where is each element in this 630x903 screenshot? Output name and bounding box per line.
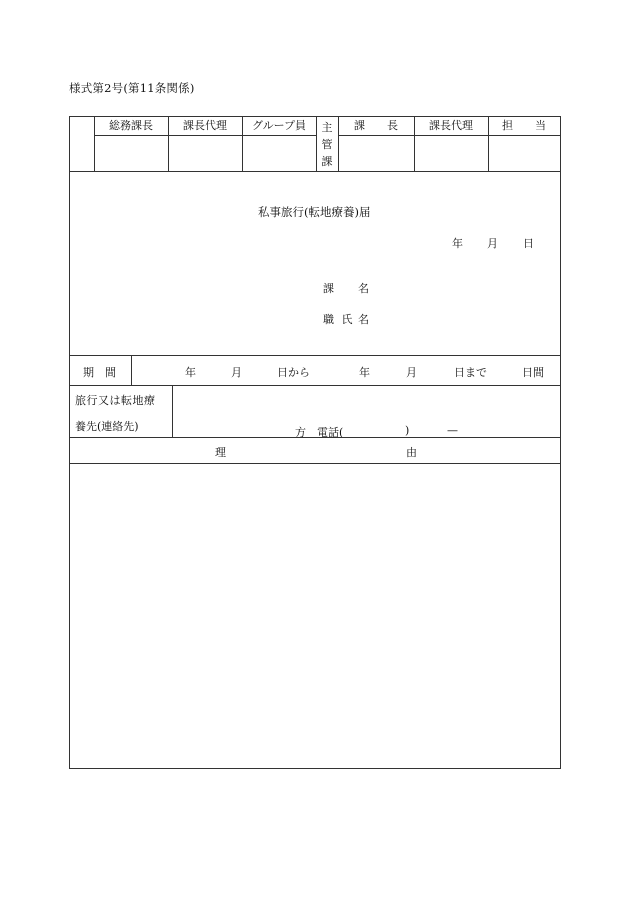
stamp-box-general-affairs-chief[interactable] xyxy=(95,136,167,171)
period-to-year: 年 xyxy=(359,366,370,379)
section-label: 課 xyxy=(323,282,334,295)
form-number: 様式第2号(第11条関係) xyxy=(69,81,195,95)
phone-close-paren: ) xyxy=(405,424,410,437)
header-general-affairs-chief: 総務課長 xyxy=(109,119,153,132)
form-title: 私事旅行(転地療養)届 xyxy=(258,205,371,219)
managing-section-label: 主 管 課 xyxy=(321,121,333,168)
approval-grid xyxy=(69,116,561,172)
form-body xyxy=(69,172,561,769)
reason-text-area[interactable] xyxy=(71,464,559,766)
period-from-day: 日から xyxy=(277,366,310,379)
destination-label-line1: 旅行又は転地療 xyxy=(75,394,156,407)
period-to-month: 月 xyxy=(406,366,417,379)
date-month-label: 月 xyxy=(487,237,498,250)
period-label: 期 間 xyxy=(83,366,116,379)
stamp-box-group-member[interactable] xyxy=(243,136,315,171)
period-days: 日間 xyxy=(522,366,544,379)
header-person-in-charge: 担 当 xyxy=(502,119,546,132)
header-section-chief: 課 長 xyxy=(354,119,398,132)
reason-label-left: 理 xyxy=(215,446,226,459)
destination-label-line2: 養先(連絡先) xyxy=(75,420,139,433)
reason-label-right: 由 xyxy=(406,446,417,459)
period-from-year: 年 xyxy=(185,366,196,379)
position-name-label: 職 氏 xyxy=(323,313,355,326)
date-year-label: 年 xyxy=(452,237,463,250)
phone-dash: — xyxy=(447,424,458,437)
period-from-month: 月 xyxy=(231,366,242,379)
stamp-box-deputy-chief[interactable] xyxy=(169,136,241,171)
phone-label: 方 電話( xyxy=(295,426,344,439)
period-to-day: 日まで xyxy=(454,366,487,379)
header-group-member: グループ員 xyxy=(251,119,307,132)
stamp-box-section-chief[interactable] xyxy=(339,136,413,171)
header-section-deputy: 課長代理 xyxy=(429,119,473,132)
section-name-label: 名 xyxy=(358,282,369,295)
date-day-label: 日 xyxy=(523,237,534,250)
applicant-name-label: 名 xyxy=(358,313,369,326)
stamp-box-person-in-charge[interactable] xyxy=(489,136,559,171)
header-deputy-chief: 課長代理 xyxy=(183,119,227,132)
stamp-box-section-deputy[interactable] xyxy=(415,136,487,171)
